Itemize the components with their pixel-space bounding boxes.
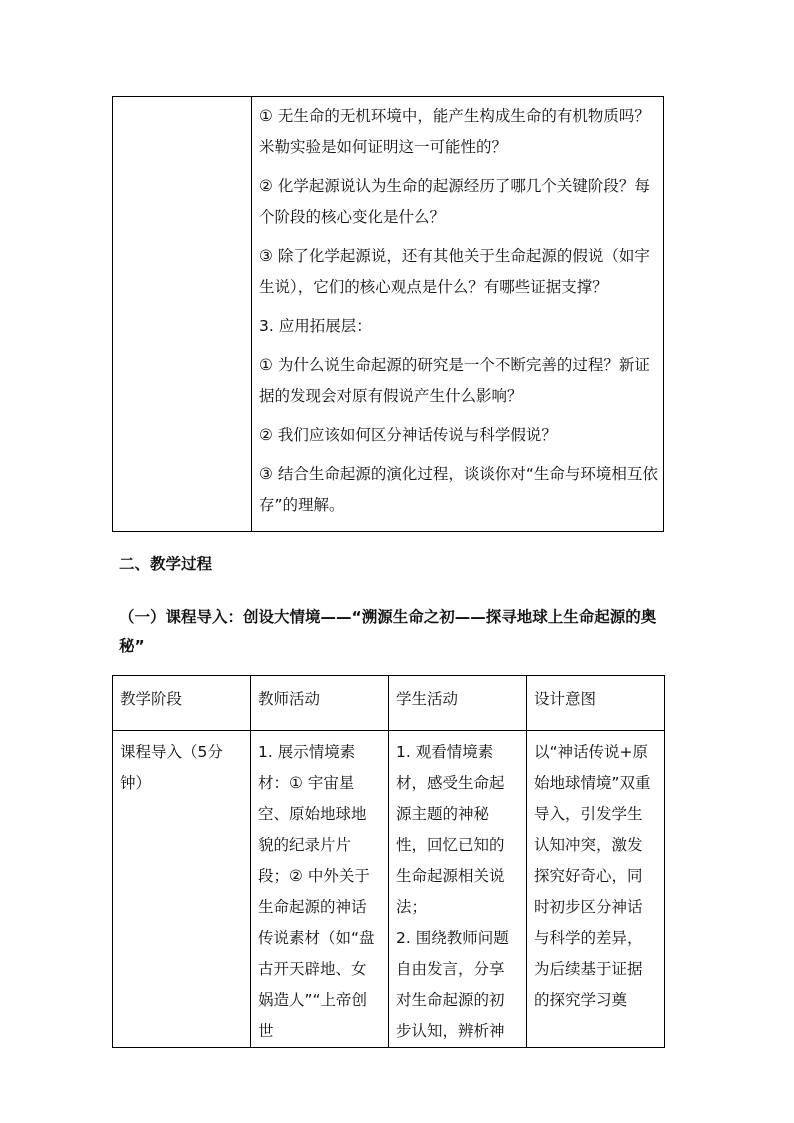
question-item: ① 为什么说生命起源的研究是一个不断完善的过程？新证据的发现会对原有假说产生什么影响？ <box>259 356 650 405</box>
question-item: ① 无生命的无机环境中，能产生构成生命的有机物质吗？米勒实验是如何证明这一可能性的？ <box>259 107 650 156</box>
question-item: ② 化学起源说认为生命的起源经历了哪几个关键阶段？每个阶段的核心变化是什么？ <box>259 177 650 226</box>
student-activity-2: 2. 围绕教师问题自由发言，分享对生命起源的初步认知，辨析神 <box>396 929 509 1040</box>
cell-design-intent: 以“神话传说+原始地球情境”双重导入，引发学生认知冲突，激发探究好奇心，同时初步区分神话与科学的差异，为后续基于证据的探究学习奠 <box>527 731 665 1048</box>
table-header-row <box>113 676 665 731</box>
subsection-heading: （一）课程导入：创设大情境——“溯源生命之初——探寻地球上生命起源的奥秘” <box>119 608 657 655</box>
header-cell-stage: 教学阶段 <box>113 676 251 731</box>
header-cell-intent: 设计意图 <box>527 676 665 731</box>
question-level-heading: 3. 应用拓展层： <box>259 317 372 335</box>
question-item: ② 我们应该如何区分神话传说与科学假说？ <box>259 426 557 444</box>
question-item: ③ 除了化学起源说，还有其他关于生命起源的假说（如宇生说），它们的核心观点是什么？有哪些证据支撑？ <box>259 247 650 296</box>
header-cell-student: 学生活动 <box>389 676 527 731</box>
table-row <box>113 731 665 1048</box>
table-column-divider <box>251 97 252 531</box>
question-table-continuation <box>112 96 664 532</box>
question-item: ③ 结合生命起源的演化过程，谈谈你对“生命与环境相互依存”的理解。 <box>259 465 658 514</box>
question-list <box>259 101 659 529</box>
section-heading: 二、教学过程 <box>119 555 213 573</box>
cell-teacher-activity: 1. 展示情境素材：① 宇宙星空、原始地球地貌的纪录片片段；② 中外关于生命起源的神话传说素材（如“盘古开天辟地、女娲造人”“上帝创世 <box>251 731 389 1048</box>
cell-stage: 课程导入（5分钟） <box>113 731 251 1048</box>
header-cell-teacher: 教师活动 <box>251 676 389 731</box>
teaching-process-table <box>112 675 665 1048</box>
student-activity-1: 1. 观看情境素材，感受生命起源主题的神秘性，回忆已知的生命起源相关说法； <box>396 743 505 916</box>
cell-student-activity <box>389 731 527 1048</box>
